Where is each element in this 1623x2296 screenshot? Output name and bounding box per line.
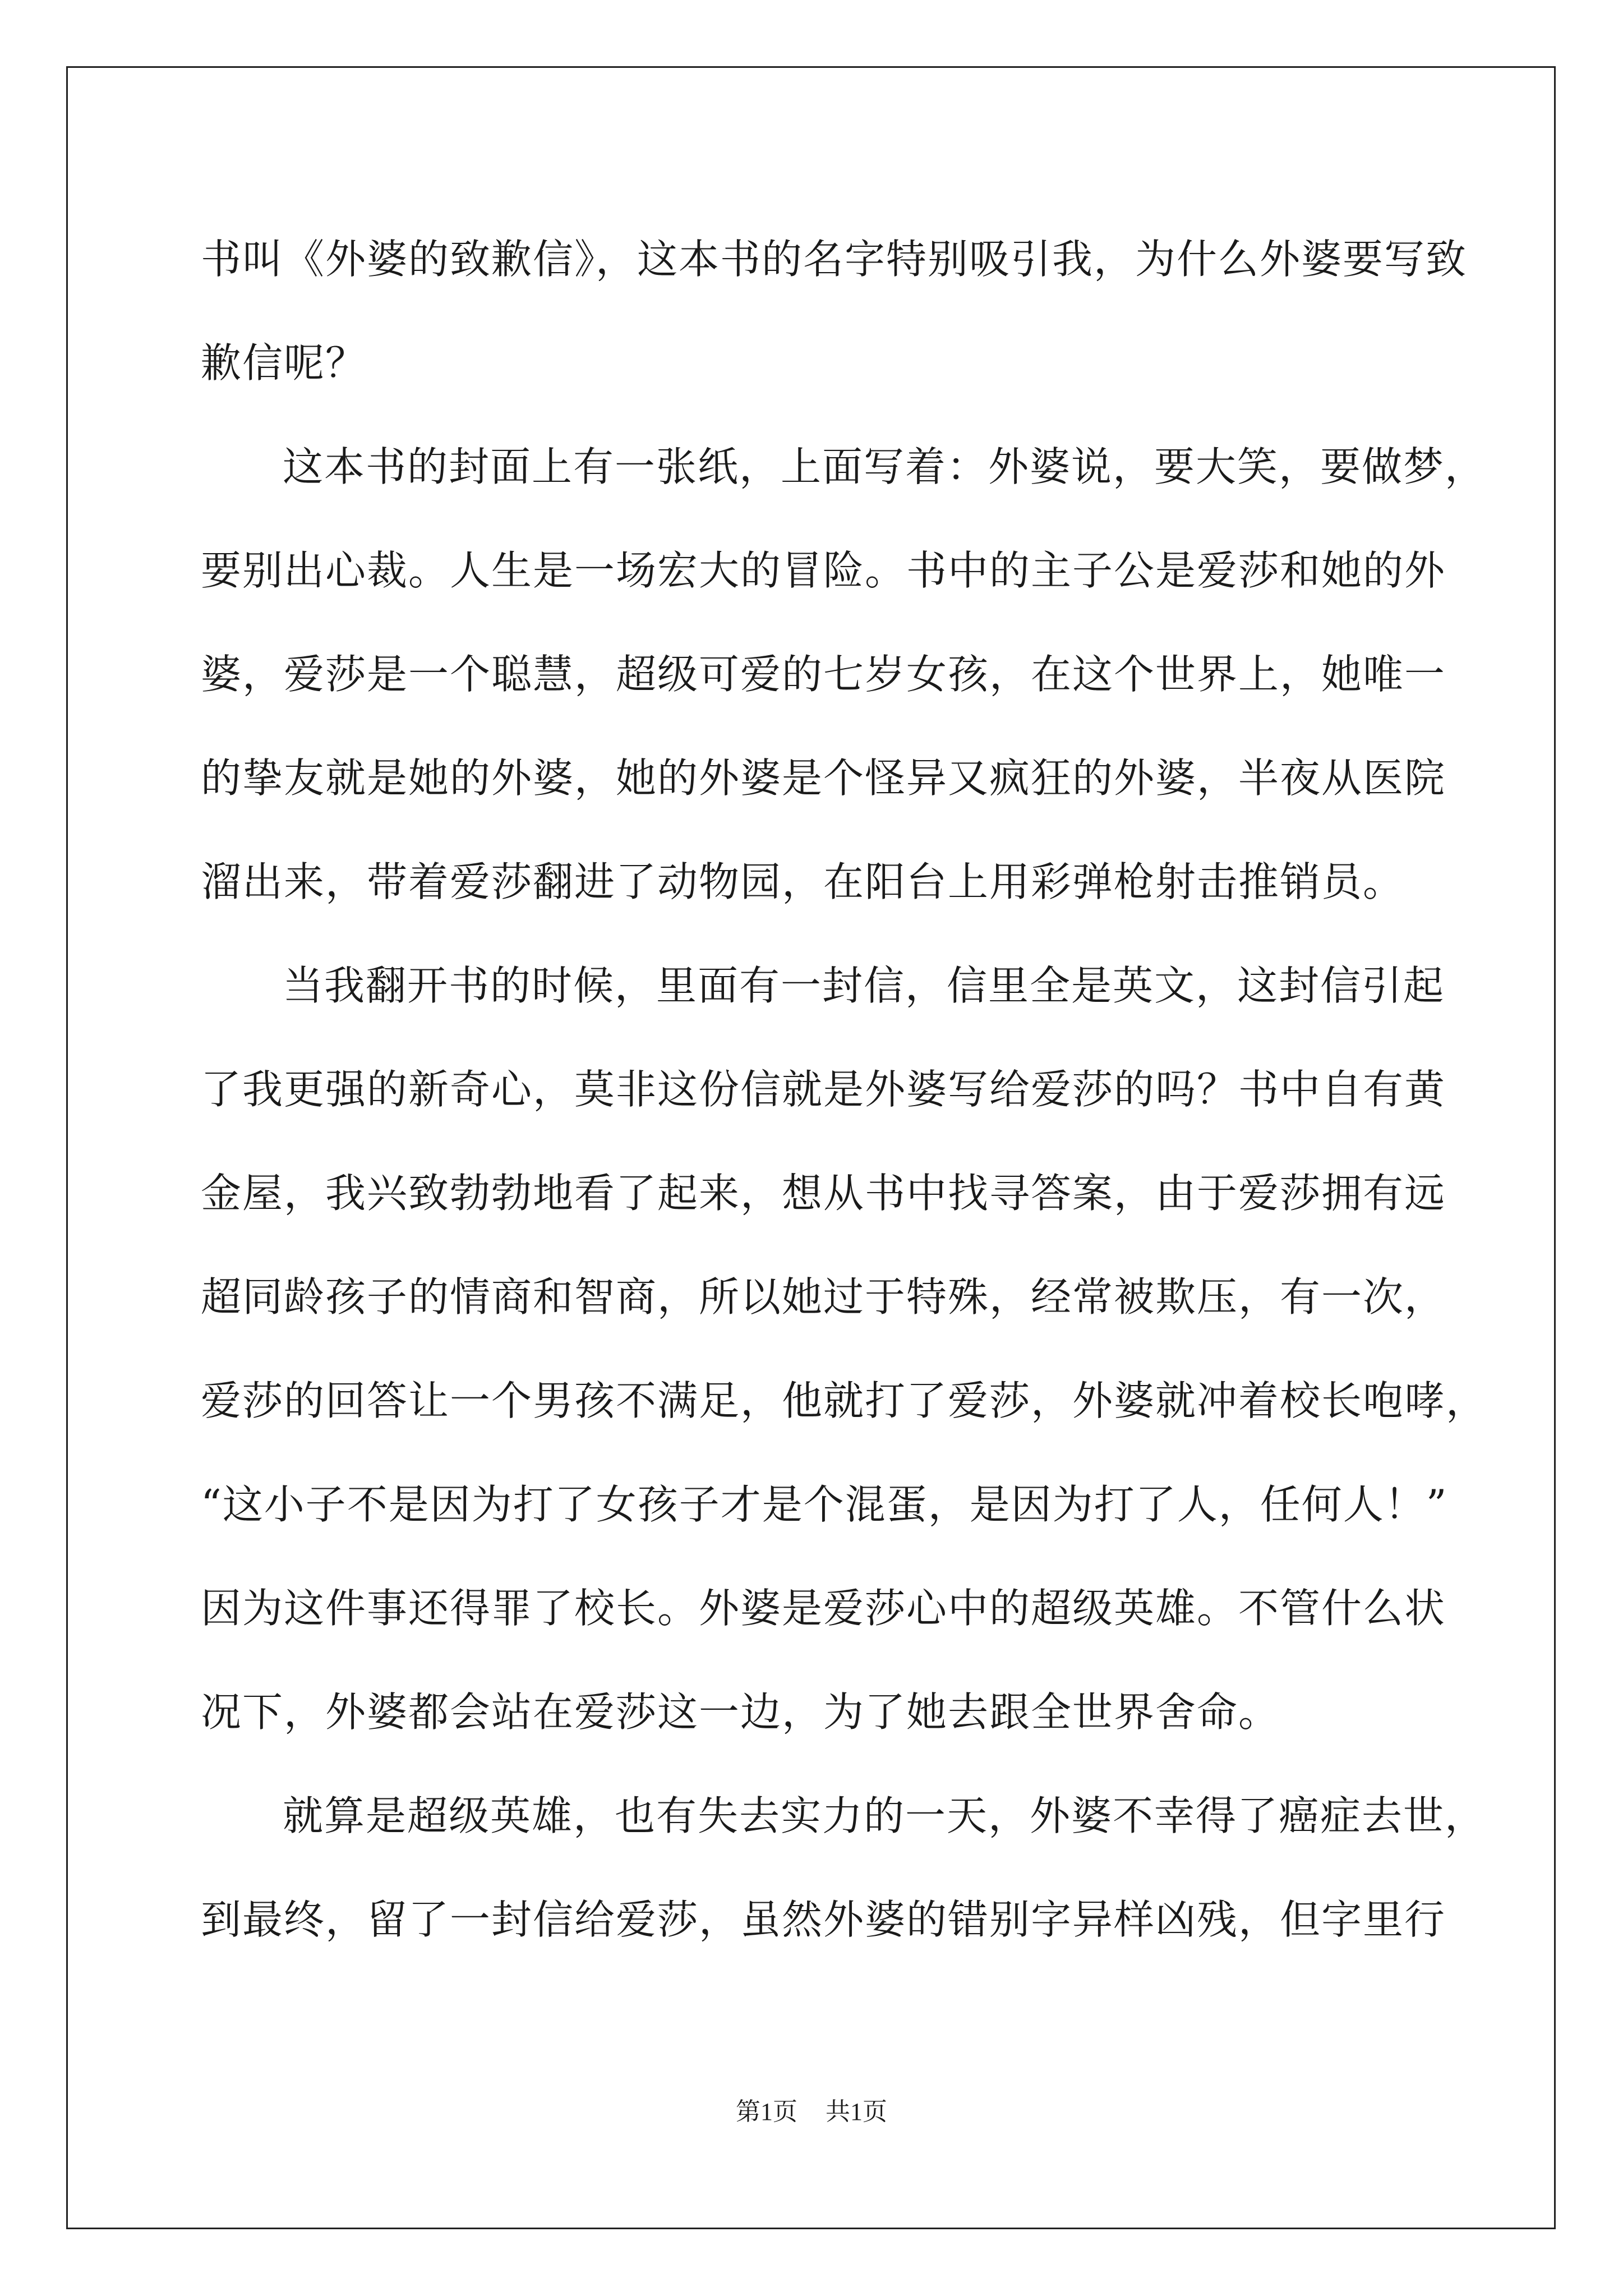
- text-line: 的挚友就是她的外婆，她的外婆是个怪异又疯狂的外婆，半夜从医院: [201, 754, 1446, 802]
- text-line: 到最终，留了一封信给爱莎，虽然外婆的错别字异样凶残，但字里行: [201, 1896, 1446, 1943]
- text-line: 超同龄孩子的情商和智商，所以她过于特殊，经常被欺压，有一次，: [201, 1273, 1446, 1320]
- page-number: 第1页: [736, 2098, 797, 2125]
- total-pages: 共1页: [826, 2098, 887, 2125]
- text-line: 书叫《外婆的致歉信》，这本书的名字特别吸引我，为什么外婆要写致: [201, 236, 1468, 283]
- paragraph-start-line: 就算是超级英雄，也有失去实力的一天，外婆不幸得了癌症去世，: [283, 1792, 1487, 1839]
- page-footer: [0, 2095, 1623, 2129]
- text-line: 溜出来，带着爱莎翻进了动物园，在阳台上用彩弹枪射击推销员。: [201, 858, 1405, 905]
- text-line: 婆，爱莎是一个聪慧，超级可爱的七岁女孩，在这个世界上，她唯一: [201, 651, 1446, 698]
- text-line: 歉信呢？: [201, 339, 367, 386]
- document-body: [201, 208, 1488, 1972]
- text-line: 金屋，我兴致勃勃地看了起来，想从书中找寻答案，由于爱莎拥有远: [201, 1170, 1446, 1217]
- paragraph-start-line: 这本书的封面上有一张纸，上面写着：外婆说，要大笑，要做梦，: [283, 443, 1487, 490]
- text-line: 了我更强的新奇心，莫非这份信就是外婆写给爱莎的吗？书中自有黄: [201, 1066, 1446, 1113]
- text-line: 爱莎的回答让一个男孩不满足，他就打了爱莎，外婆就冲着校长咆哮，: [201, 1377, 1488, 1424]
- text-line: 因为这件事还得罪了校长。外婆是爱莎心中的超级英雄。不管什么状: [201, 1585, 1446, 1632]
- text-line: 要别出心裁。人生是一场宏大的冒险。书中的主子公是爱莎和她的外: [201, 547, 1446, 594]
- paragraph-start-line: 当我翻开书的时候，里面有一封信，信里全是英文，这封信引起: [283, 962, 1445, 1009]
- text-line: 况下，外婆都会站在爱莎这一边，为了她去跟全世界舍命。: [201, 1688, 1280, 1736]
- text-line: “这小子不是因为打了女孩子才是个混蛋，是因为打了人，任何人！”: [201, 1481, 1448, 1528]
